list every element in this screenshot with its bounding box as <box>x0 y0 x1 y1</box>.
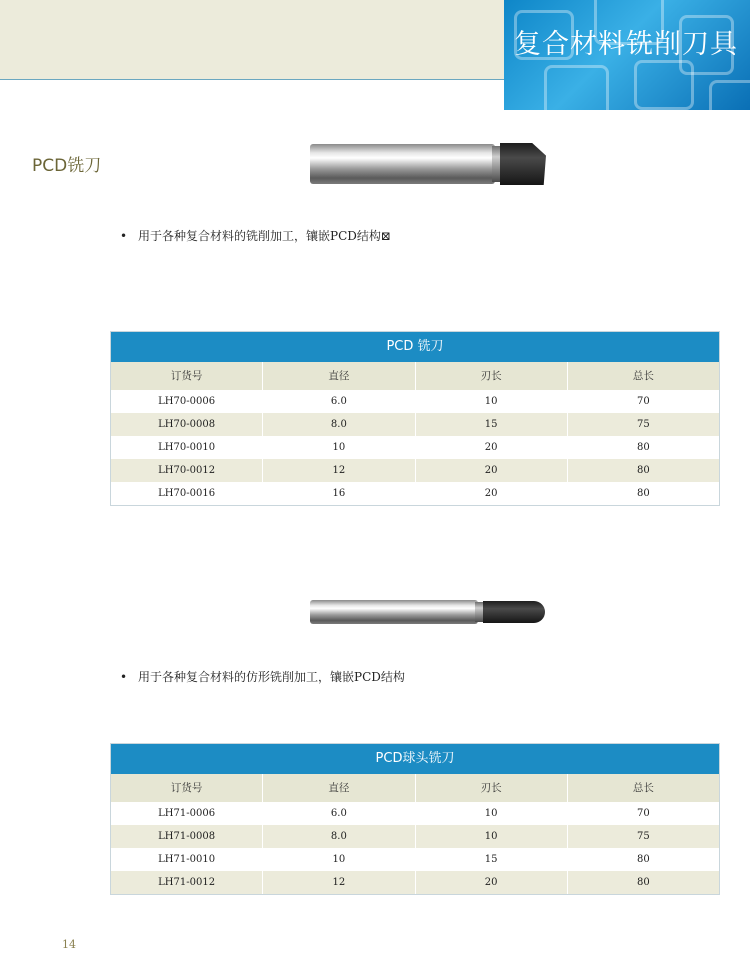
pcd-ball-nose-mill-image <box>310 597 545 627</box>
table-cell: LH71-0008 <box>111 825 263 848</box>
table-cell: 16 <box>263 482 415 505</box>
page-number: 14 <box>62 938 76 951</box>
table-cell: 80 <box>637 465 650 476</box>
table-cell: LH70-0012 <box>111 459 263 482</box>
table-cell: 80 <box>637 877 650 888</box>
table-cell: LH70-0010 <box>111 436 263 459</box>
table-row <box>111 802 719 825</box>
bullet-icon: • <box>120 229 128 243</box>
page-header-title: 复合材料铣削刀具 <box>514 29 738 60</box>
column-header: 刃长 <box>416 362 568 390</box>
table-cell: LH71-0010 <box>111 848 263 871</box>
table-cell: 10 <box>263 436 415 459</box>
section-title: PCD铣刀 <box>32 156 102 176</box>
table-cell: 15 <box>416 848 568 871</box>
column-header: 直径 <box>263 774 415 802</box>
table-cell: 10 <box>416 802 568 825</box>
table-cell: 70 <box>637 808 650 819</box>
pcd-end-mill-image <box>310 142 546 190</box>
table-cell: 20 <box>416 459 568 482</box>
table-row <box>111 459 719 482</box>
table-cell: 80 <box>637 488 650 499</box>
table-row <box>111 848 719 871</box>
table-cell: 10 <box>416 825 568 848</box>
table-cell: LH70-0016 <box>111 482 263 505</box>
column-header: 订货号 <box>111 362 263 390</box>
table-cell: 70 <box>637 396 650 407</box>
table-caption: PCD球头铣刀 <box>111 744 719 774</box>
table-cell: LH70-0008 <box>111 413 263 436</box>
product1-bullet <box>120 227 391 244</box>
column-header: 订货号 <box>111 774 263 802</box>
table-row <box>111 825 719 848</box>
table-cell: 12 <box>263 871 415 894</box>
column-header: 总长 <box>632 782 654 794</box>
table-cell: 75 <box>637 831 650 842</box>
column-header: 直径 <box>263 362 415 390</box>
table-cell: 15 <box>416 413 568 436</box>
table-row <box>111 413 719 436</box>
table-cell: 8.0 <box>263 413 415 436</box>
table-cell: 80 <box>637 854 650 865</box>
table-cell: 20 <box>416 482 568 505</box>
bullet-icon: • <box>120 670 128 684</box>
table-row <box>111 871 719 894</box>
table-cell: 6.0 <box>263 802 415 825</box>
table-cell: 8.0 <box>263 825 415 848</box>
pcd-ball-nose-mill-table <box>110 743 720 895</box>
table-cell: 80 <box>637 442 650 453</box>
table-cell: 20 <box>416 436 568 459</box>
table-cell: 20 <box>416 871 568 894</box>
table-cell: LH70-0006 <box>111 390 263 413</box>
table-header-row <box>111 362 719 390</box>
table-cell: LH71-0012 <box>111 871 263 894</box>
column-header: 总长 <box>632 370 654 382</box>
product1-description: 用于各种复合材料的铣削加工，镶嵌PCD结构⊠ <box>138 229 391 243</box>
table-cell: 10 <box>416 390 568 413</box>
table-row <box>111 390 719 413</box>
pcd-end-mill-table <box>110 331 720 506</box>
table-cell: 10 <box>263 848 415 871</box>
product2-description: 用于各种复合材料的仿形铣削加工，镶嵌PCD结构 <box>138 670 405 684</box>
table-row <box>111 436 719 459</box>
column-header: 刃长 <box>416 774 568 802</box>
table-cell: 12 <box>263 459 415 482</box>
table-cell: 75 <box>637 419 650 430</box>
table-caption: PCD 铣刀 <box>111 332 719 362</box>
table-header-row <box>111 774 719 802</box>
product2-bullet <box>120 668 405 685</box>
table-row <box>111 482 719 505</box>
table-cell: LH71-0006 <box>111 802 263 825</box>
table-cell: 6.0 <box>263 390 415 413</box>
